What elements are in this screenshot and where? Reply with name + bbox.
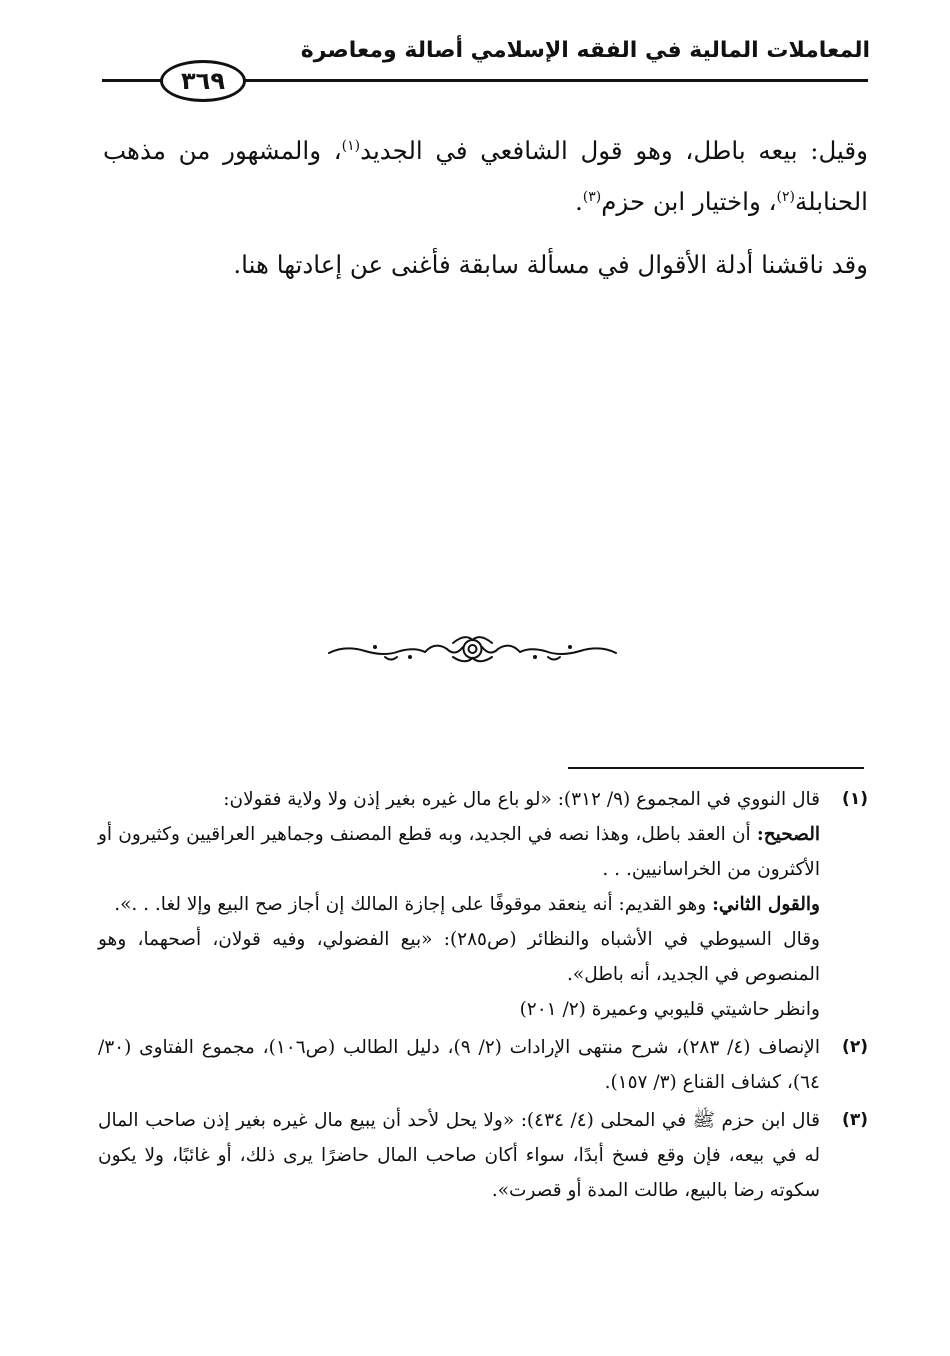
footnotes: [98, 782, 868, 1211]
footnote-paragraph: [98, 887, 820, 922]
paragraph-2: وقد ناقشنا أدلة الأقوال في مسألة سابقة فأغنى عن إعادتها هنا.: [233, 250, 868, 279]
footnote-ref-1: (١): [341, 137, 361, 154]
footnote-body: [98, 1103, 820, 1208]
footnote-text: قال ابن حزم ﷺ في المحلى (٤/ ٤٣٤): «ولا يحل لأحد أن يبيع مال غيره بغير إذن صاحب المال له في بيعه، فإن وقع فسخ أبدًا، سواء أكان صاحب المال حاضرًا يرى ذلك، أو غائبًا، ولا يكون سكوته رضا بالبيع، طالت المدة أو قصرت».: [98, 1110, 820, 1201]
page-number: ٣٦٩: [160, 60, 246, 102]
footnote-1: [98, 782, 868, 1027]
footnote-text: أن العقد باطل، وهذا نصه في الجديد، وبه قطع المصنف وجماهير العراقيين وكثيرون أو الأكثرون من الخراسانيين. . .: [98, 824, 820, 880]
footnote-lead-term: الصحيح:: [756, 824, 820, 845]
paragraph-1-part-c: ، واختيار ابن حزم: [601, 187, 777, 216]
footnote-number: (٣): [842, 1110, 868, 1130]
footnote-lead-term: والقول الثاني:: [712, 894, 820, 915]
footnote-text: قال النووي في المجموع (٩/ ٣١٢): «لو باع مال غيره بغير إذن ولا ولاية فقولان:: [223, 789, 820, 810]
footnote-body: [98, 1030, 820, 1100]
main-text: [103, 125, 868, 290]
footnote-paragraph: [98, 922, 820, 992]
footnote-paragraph: [98, 1030, 820, 1100]
ornament-divider-icon: [325, 635, 620, 665]
footnote-paragraph: [98, 782, 820, 817]
footnote-text: وانظر حاشيتي قليوبي وعميرة (٢/ ٢٠١): [519, 999, 820, 1020]
paragraph-1-part-a: وقيل: بيعه باطل، وهو قول الشافعي في الجديد: [360, 136, 868, 165]
footnote-separator: [568, 767, 864, 769]
footnote-number: (٢): [842, 1037, 868, 1057]
footnote-text: وقال السيوطي في الأشباه والنظائر (ص٢٨٥): «بيع الفضولي، وفيه قولان، أصحهما، وهو المنصوص في الجديد، أنه باطل».: [98, 929, 820, 985]
footnote-paragraph: [98, 992, 820, 1027]
footnote-2: [98, 1030, 868, 1100]
footnote-text: وهو القديم: أنه ينعقد موقوفًا على إجازة المالك إن أجاز صح البيع وإلا لغا. . .».: [114, 894, 713, 915]
footnote-3: [98, 1103, 868, 1208]
footnote-number: (١): [842, 789, 868, 809]
running-header-title: المعاملات المالية في الفقه الإسلامي أصالة ومعاصرة: [300, 38, 870, 63]
footnote-paragraph: [98, 1103, 820, 1208]
footnote-paragraph: [98, 817, 820, 887]
footnote-body: [98, 782, 820, 1027]
footnote-text: الإنصاف (٤/ ٢٨٣)، شرح منتهى الإرادات (٢/ ٩)، دليل الطالب (ص١٠٦)، مجموع الفتاوى (٣٠/ ٦٤)، كشاف القناع (٣/ ١٥٧).: [98, 1037, 820, 1093]
paragraph-1-part-b: ، والمشهور من مذهب الحنابلة: [103, 136, 868, 216]
footnote-ref-2: (٢): [776, 188, 795, 205]
footnote-ref-3: (٣): [582, 188, 602, 205]
paragraph-1: [103, 125, 868, 227]
paragraph-1-part-d: .: [575, 187, 583, 216]
